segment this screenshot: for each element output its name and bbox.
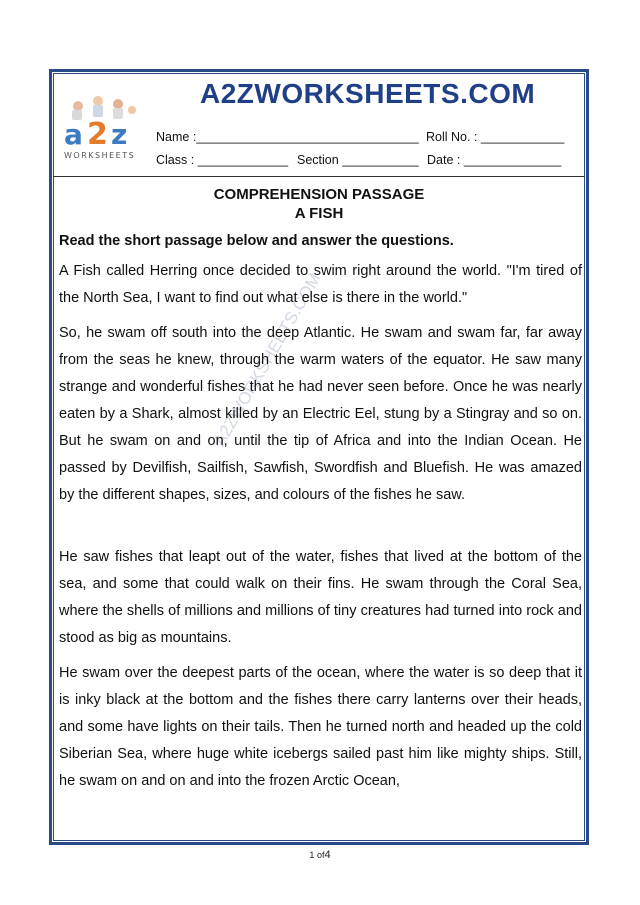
page-of: of [316,850,325,860]
paragraph-2: So, he swam off south into the deep Atlantic. He swam and swam far, far away from the seas he knew, through the warm waters of the equator. He saw many strange and wonderful fishes that he had never seen before. Once he was nearly eaten by a Shark, almost killed by an Electric Eel, stung by a Stingray and so on. But he swam on and on, until the tip of Africa and into the Indian Ocean. He passed by Devilfish, Sailfish, Sawfish, Swordfish and Bluefish. He was amazed by the different shapes, sizes, and colours of the fishes he saw. [59,325,582,503]
header-divider [53,176,585,177]
instruction: Read the short passage below and answer the questions. [59,233,454,249]
paragraph-3: He saw fishes that leapt out of the water, fishes that lived at the bottom of the sea, and some that could walk on their fins. He swam through the Coral Sea, where the shells of millions and millions of tiny creatures had turned into rock and stood as big as mountains. [59,549,582,646]
a2z-logo [60,92,146,164]
paragraph-1: A Fish called Herring once decided to swim right around the world. "I'm tired of the North Sea, I want to find out what else is there in the world." [59,263,582,306]
page-total: 4 [324,849,331,861]
name-field-row [156,130,419,144]
watermark: A2ZWORKSHEETS.COM [210,269,325,450]
date-blank[interactable]: ______________ [463,153,562,167]
page-number: 1 [309,850,315,860]
date-field-row [427,153,561,167]
class-blank[interactable]: _____________ [197,153,289,167]
svg-text:z: z [111,118,128,151]
section-blank[interactable]: ___________ [342,153,419,167]
section-field-row [297,153,419,167]
rollno-blank[interactable]: ____________ [480,130,565,144]
section-label: Section [297,153,339,167]
class-field-row [156,153,288,167]
logo-subtext: WORKSHEETS [64,151,136,160]
rollno-field-row [426,130,564,144]
rollno-label: Roll No. : [426,130,478,144]
paragraph-4: He swam over the deepest parts of the ocean, where the water is so deep that it is inky black at the bottom and the fishes there carry lanterns over their heads, and some have lights on their tails. Then he turned north and headed up the cold Siberian Sea, where huge white icebergs sailed past him like mighty ships. Still, he swam on and on and into the frozen Arctic Ocean, [59,665,582,789]
class-label: Class : [156,153,195,167]
passage-subtitle: A FISH [294,205,344,222]
name-label: Name : [156,130,197,144]
svg-text:a: a [64,118,83,151]
svg-text:2: 2 [87,117,108,152]
name-blank[interactable]: ________________________________ [196,130,419,144]
passage-title: COMPREHENSION PASSAGE [213,186,425,203]
site-title: A2ZWORKSHEETS.COM [200,78,536,109]
page-footer [0,849,640,861]
date-label: Date : [427,153,461,167]
